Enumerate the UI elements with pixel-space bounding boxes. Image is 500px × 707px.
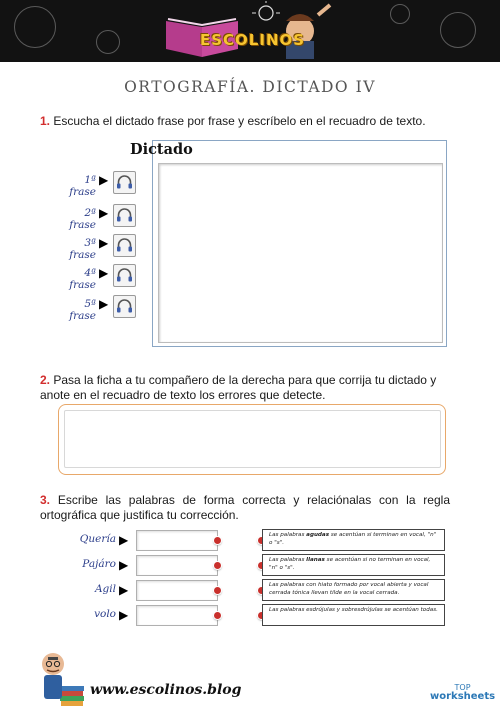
rule-text: se acentúan si no terminan en vocal, "n" o "s".	[269, 557, 431, 571]
play-arrow-icon: ▶	[99, 236, 109, 250]
question-number: 2.	[40, 373, 51, 387]
question-number: 1.	[40, 114, 51, 128]
word-input[interactable]	[136, 605, 218, 626]
chalk-doodle	[96, 30, 120, 54]
question-2	[40, 373, 450, 403]
rule-card	[262, 579, 445, 601]
phrase-row	[56, 264, 140, 291]
word-label: Pajáro	[82, 558, 116, 570]
logo	[162, 1, 338, 59]
question-text: Escribe las palabras de forma correcta y relaciónalas con la regla ortográfica que justifica tu corrección.	[40, 493, 450, 522]
header-banner	[0, 0, 500, 62]
question-text: Escucha el dictado frase por frase y escríbelo en el recuadro de texto.	[53, 114, 426, 128]
rule-text: Las palabras	[269, 557, 307, 563]
phrase-label: 2ª frase	[69, 207, 96, 231]
play-arrow-icon: ▶	[99, 266, 109, 280]
headphones-icon[interactable]	[113, 204, 136, 227]
question-1	[40, 114, 470, 129]
mascot-with-books-icon	[36, 648, 86, 706]
word-input[interactable]	[136, 580, 218, 601]
word-row	[60, 530, 230, 552]
rule-card	[262, 604, 445, 626]
headphones-icon[interactable]	[113, 264, 136, 287]
rule-text: Las palabras	[269, 532, 307, 538]
match-dot-left[interactable]	[214, 612, 221, 619]
chalk-doodle	[390, 4, 410, 24]
rule-text: Las palabras esdrújulas y sobresdrújulas se acentúan todas.	[269, 607, 438, 613]
page-title: ORTOGRAFÍA. DICTADO IV	[124, 78, 376, 96]
headphones-icon[interactable]	[113, 295, 136, 318]
rule-keyword: llanas	[306, 557, 325, 563]
errors-textarea[interactable]	[64, 410, 441, 468]
phrase-row	[56, 171, 140, 198]
brand-name: ESCOLINOS	[200, 31, 306, 49]
word-row	[60, 580, 230, 602]
phrase-label: 1ª frase	[69, 174, 96, 198]
word-label: volo	[94, 608, 116, 620]
badge-bottom: worksheets	[430, 691, 496, 702]
rule-keyword: agudas	[306, 532, 330, 538]
play-arrow-icon: ▶	[99, 297, 109, 311]
play-arrow-icon: ▶	[119, 583, 129, 597]
word-row	[60, 605, 230, 627]
badge-top: TOP	[454, 683, 471, 692]
word-input[interactable]	[136, 555, 218, 576]
play-arrow-icon: ▶	[119, 558, 129, 572]
play-arrow-icon: ▶	[99, 173, 109, 187]
book-icon	[162, 1, 338, 59]
question-number: 3.	[40, 493, 51, 507]
rule-text: Las palabras con hiato formado por vocal abierta y vocal cerrada tónica llevan tilde en la vocal cerrada.	[269, 582, 429, 596]
rule-card	[262, 554, 445, 576]
phrase-row	[56, 204, 140, 231]
chalk-doodle	[14, 6, 56, 48]
phrase-label: 5ª frase	[69, 298, 96, 322]
topworksheets-badge	[430, 683, 495, 701]
dictation-textarea[interactable]	[158, 163, 443, 343]
play-arrow-icon: ▶	[119, 608, 129, 622]
question-3	[40, 493, 450, 523]
phrase-row	[56, 234, 140, 261]
word-input[interactable]	[136, 530, 218, 551]
footer-url[interactable]: www.escolinos.blog	[90, 682, 242, 698]
question-text: Pasa la ficha a tu compañero de la derecha para que corrija tu dictado y anote en el recuadro de texto los errores que detecte.	[40, 373, 437, 402]
play-arrow-icon: ▶	[99, 206, 109, 220]
rule-text: se acentúan si terminan en vocal, "n" o "s".	[269, 532, 437, 546]
word-label: Agil	[94, 583, 116, 595]
match-dot-left[interactable]	[214, 562, 221, 569]
headphones-icon[interactable]	[113, 234, 136, 257]
phrase-row	[56, 295, 140, 322]
word-label: Quería	[79, 533, 116, 545]
match-dot-left[interactable]	[214, 537, 221, 544]
dictation-label: Dictado	[130, 141, 193, 158]
chalk-doodle	[440, 12, 476, 48]
match-dot-left[interactable]	[214, 587, 221, 594]
play-arrow-icon: ▶	[119, 533, 129, 547]
headphones-icon[interactable]	[113, 171, 136, 194]
rule-card	[262, 529, 445, 551]
phrase-label: 3ª frase	[69, 237, 96, 261]
phrase-label: 4ª frase	[69, 267, 96, 291]
word-row	[60, 555, 230, 577]
